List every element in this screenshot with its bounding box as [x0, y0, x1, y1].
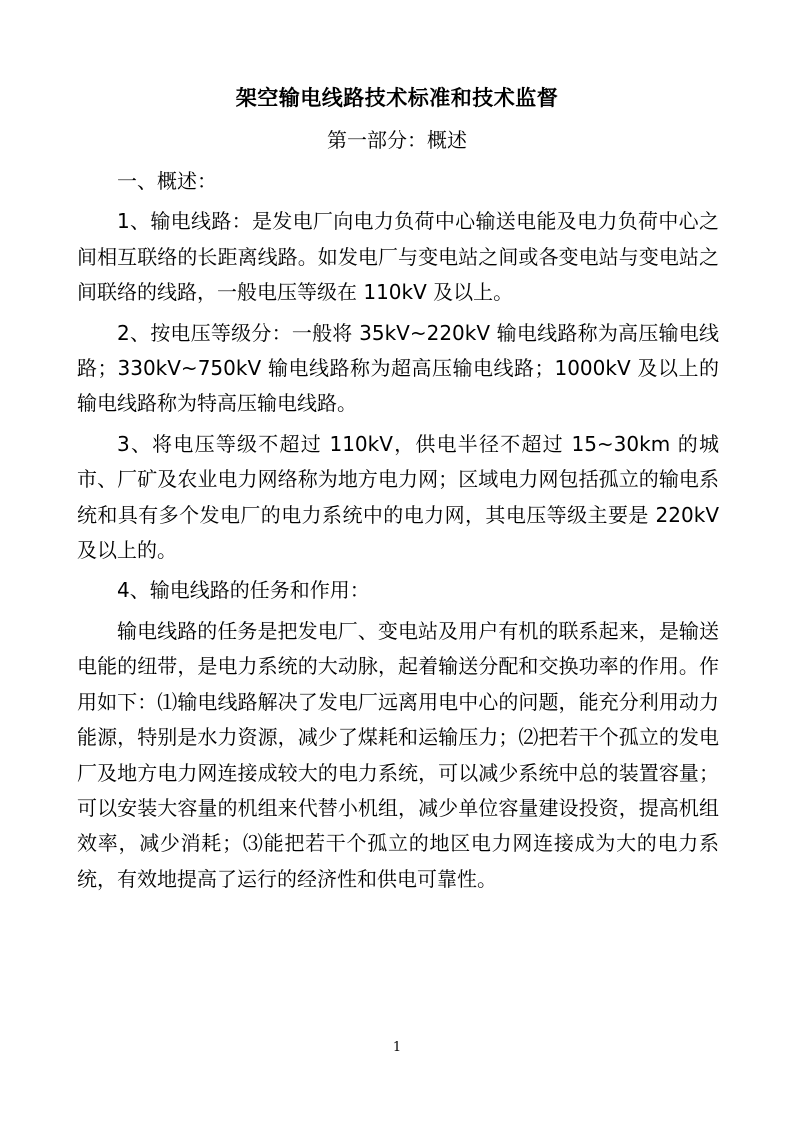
document-title: 架空输电线路技术标准和技术监督 — [235, 86, 559, 110]
section-heading: 第一部分：概述 — [327, 128, 467, 152]
paragraph-voltage-classification: 2、按电压等级分：一般将 35kV~220kV 输电线路称为高压输电线路；330kV~750kV 输电线路称为超高压输电线路；1000kV 及以上的输电线路称为特高压输电线路。 — [77, 320, 719, 416]
page-number: 1 — [392, 1040, 402, 1055]
paragraph-task-and-function: 输电线路的任务是把发电厂、变电站及用户有机的联系起来，是输送电能的纽带，是电力系统的大动脉，起着输送分配和交换功率的作用。作用如下：⑴输电线路解决了发电厂远离用电中心的问题，能充分利用动力能源，特别是水力资源，减少了煤耗和运输压力；⑵把若干个孤立的发电厂及地方电力网连接成较大的电力系统，可以减少系统中总的装置容量；可以安装大容量的机组来代替小机组，减少单位容量建设投资，提高机组效率，减少消耗；⑶能把若干个孤立的地区电力网连接成为大的电力系统，有效地提高了运行的经济性和供电可靠性。 — [77, 618, 719, 891]
heading-overview: 一、概述： — [117, 169, 217, 193]
document-body — [77, 164, 719, 902]
paragraph-local-power-network: 3、将电压等级不超过 110kV，供电半径不超过 15~30km 的城市、厂矿及农业电力网络称为地方电力网；区域电力网包括孤立的输电系统和具有多个发电厂的电力系统中的电力网，其电压等级主要是 220kV 及以上的。 — [77, 431, 719, 563]
heading-task-and-function: 4、输电线路的任务和作用： — [117, 578, 370, 603]
paragraph-transmission-line-definition: 1、输电线路：是发电厂向电力负荷中心输送电能及电力负荷中心之间相互联络的长距离线路。如发电厂与变电站之间或各变电站与变电站之间联络的线路，一般电压等级在 110kV 及以上。 — [77, 209, 719, 305]
